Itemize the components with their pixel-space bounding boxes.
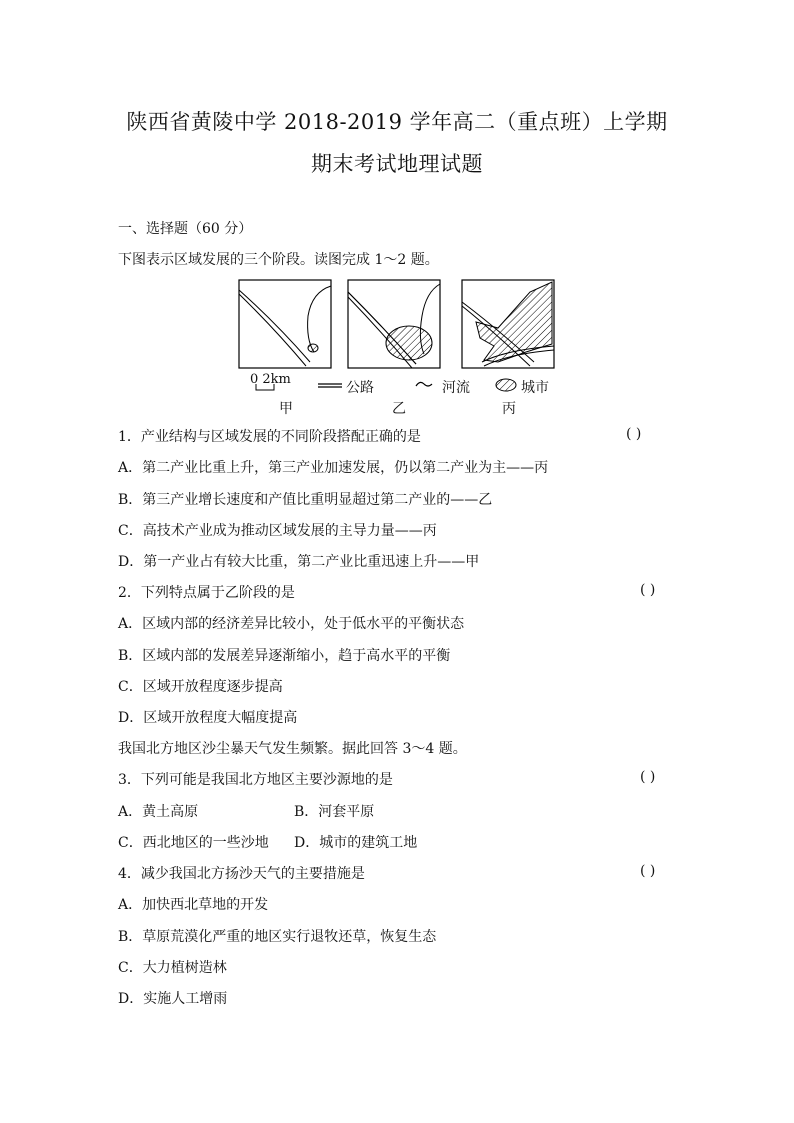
q4-stem: 4．减少我国北方扬沙天气的主要措施是 (118, 866, 365, 882)
q2-option-d: D．区域开放程度大幅度提高 (118, 710, 298, 726)
panel-label-bing: 丙 (502, 401, 516, 417)
figure-legend (256, 379, 516, 391)
q1-stem: 1．产业结构与区域发展的不同阶段搭配正确的是 (118, 429, 421, 445)
legend-river-label: 河流 (442, 380, 470, 396)
region-development-figure (236, 278, 566, 422)
q3-option-d: D．城市的建筑工地 (294, 835, 418, 851)
q4-option-b: B．草原荒漠化严重的地区实行退牧还草，恢复生态 (118, 929, 437, 945)
q3-option-b: B．河套平原 (294, 804, 375, 820)
q2-answer-bracket: ( ) (640, 582, 656, 598)
figure-drawing (236, 278, 566, 418)
panel-yi-map (348, 280, 440, 368)
section-heading: 一、选择题（60 分） (118, 221, 253, 237)
q1-answer-bracket: ( ) (626, 426, 642, 442)
panel-bing-map (462, 280, 554, 368)
legend-road-label: 公路 (346, 380, 374, 396)
scale-label: 0 2km (250, 372, 291, 387)
q4-option-d: D．实施人工增雨 (118, 991, 228, 1007)
q2-option-b: B．区域内部的发展差异逐渐缩小，趋于高水平的平衡 (118, 648, 451, 664)
q3-option-c: C．西北地区的一些沙地 (118, 835, 269, 851)
intro-2: 我国北方地区沙尘暴天气发生频繁。据此回答 3～4 题。 (118, 741, 467, 757)
q3-answer-bracket: ( ) (640, 769, 656, 785)
legend-city-label: 城市 (521, 380, 549, 396)
panel-jia-map (239, 280, 331, 368)
title-line-2: 期末考试地理试题 (311, 152, 483, 176)
q1-option-b: B．第三产业增长速度和产值比重明显超过第二产业的——乙 (118, 492, 493, 508)
q2-option-a: A．区域内部的经济差异比较小，处于低水平的平衡状态 (118, 616, 465, 632)
q4-option-c: C．大力植树造林 (118, 960, 227, 976)
q4-option-a: A．加快西北草地的开发 (118, 897, 269, 913)
q4-answer-bracket: ( ) (640, 863, 656, 879)
q2-option-c: C．区域开放程度逐步提高 (118, 679, 283, 695)
panel-label-yi: 乙 (392, 401, 406, 417)
q2-stem: 2．下列特点属于乙阶段的是 (118, 585, 295, 601)
panel-label-jia: 甲 (279, 401, 293, 417)
q1-option-a: A．第二产业比重上升，第三产业加速发展，仍以第二产业为主——丙 (118, 460, 549, 476)
q3-option-a: A．黄土高原 (118, 804, 199, 820)
intro-1: 下图表示区域发展的三个阶段。读图完成 1～2 题。 (118, 252, 439, 268)
q1-option-c: C．高技术产业成为推动区域发展的主导力量——丙 (118, 523, 437, 539)
q3-stem: 3．下列可能是我国北方地区主要沙源地的是 (118, 772, 393, 788)
q1-option-d: D．第一产业占有较大比重，第二产业比重迅速上升——甲 (118, 554, 480, 570)
title-line-1: 陕西省黄陵中学 2018-2019 学年高二（重点班）上学期 (126, 110, 668, 134)
